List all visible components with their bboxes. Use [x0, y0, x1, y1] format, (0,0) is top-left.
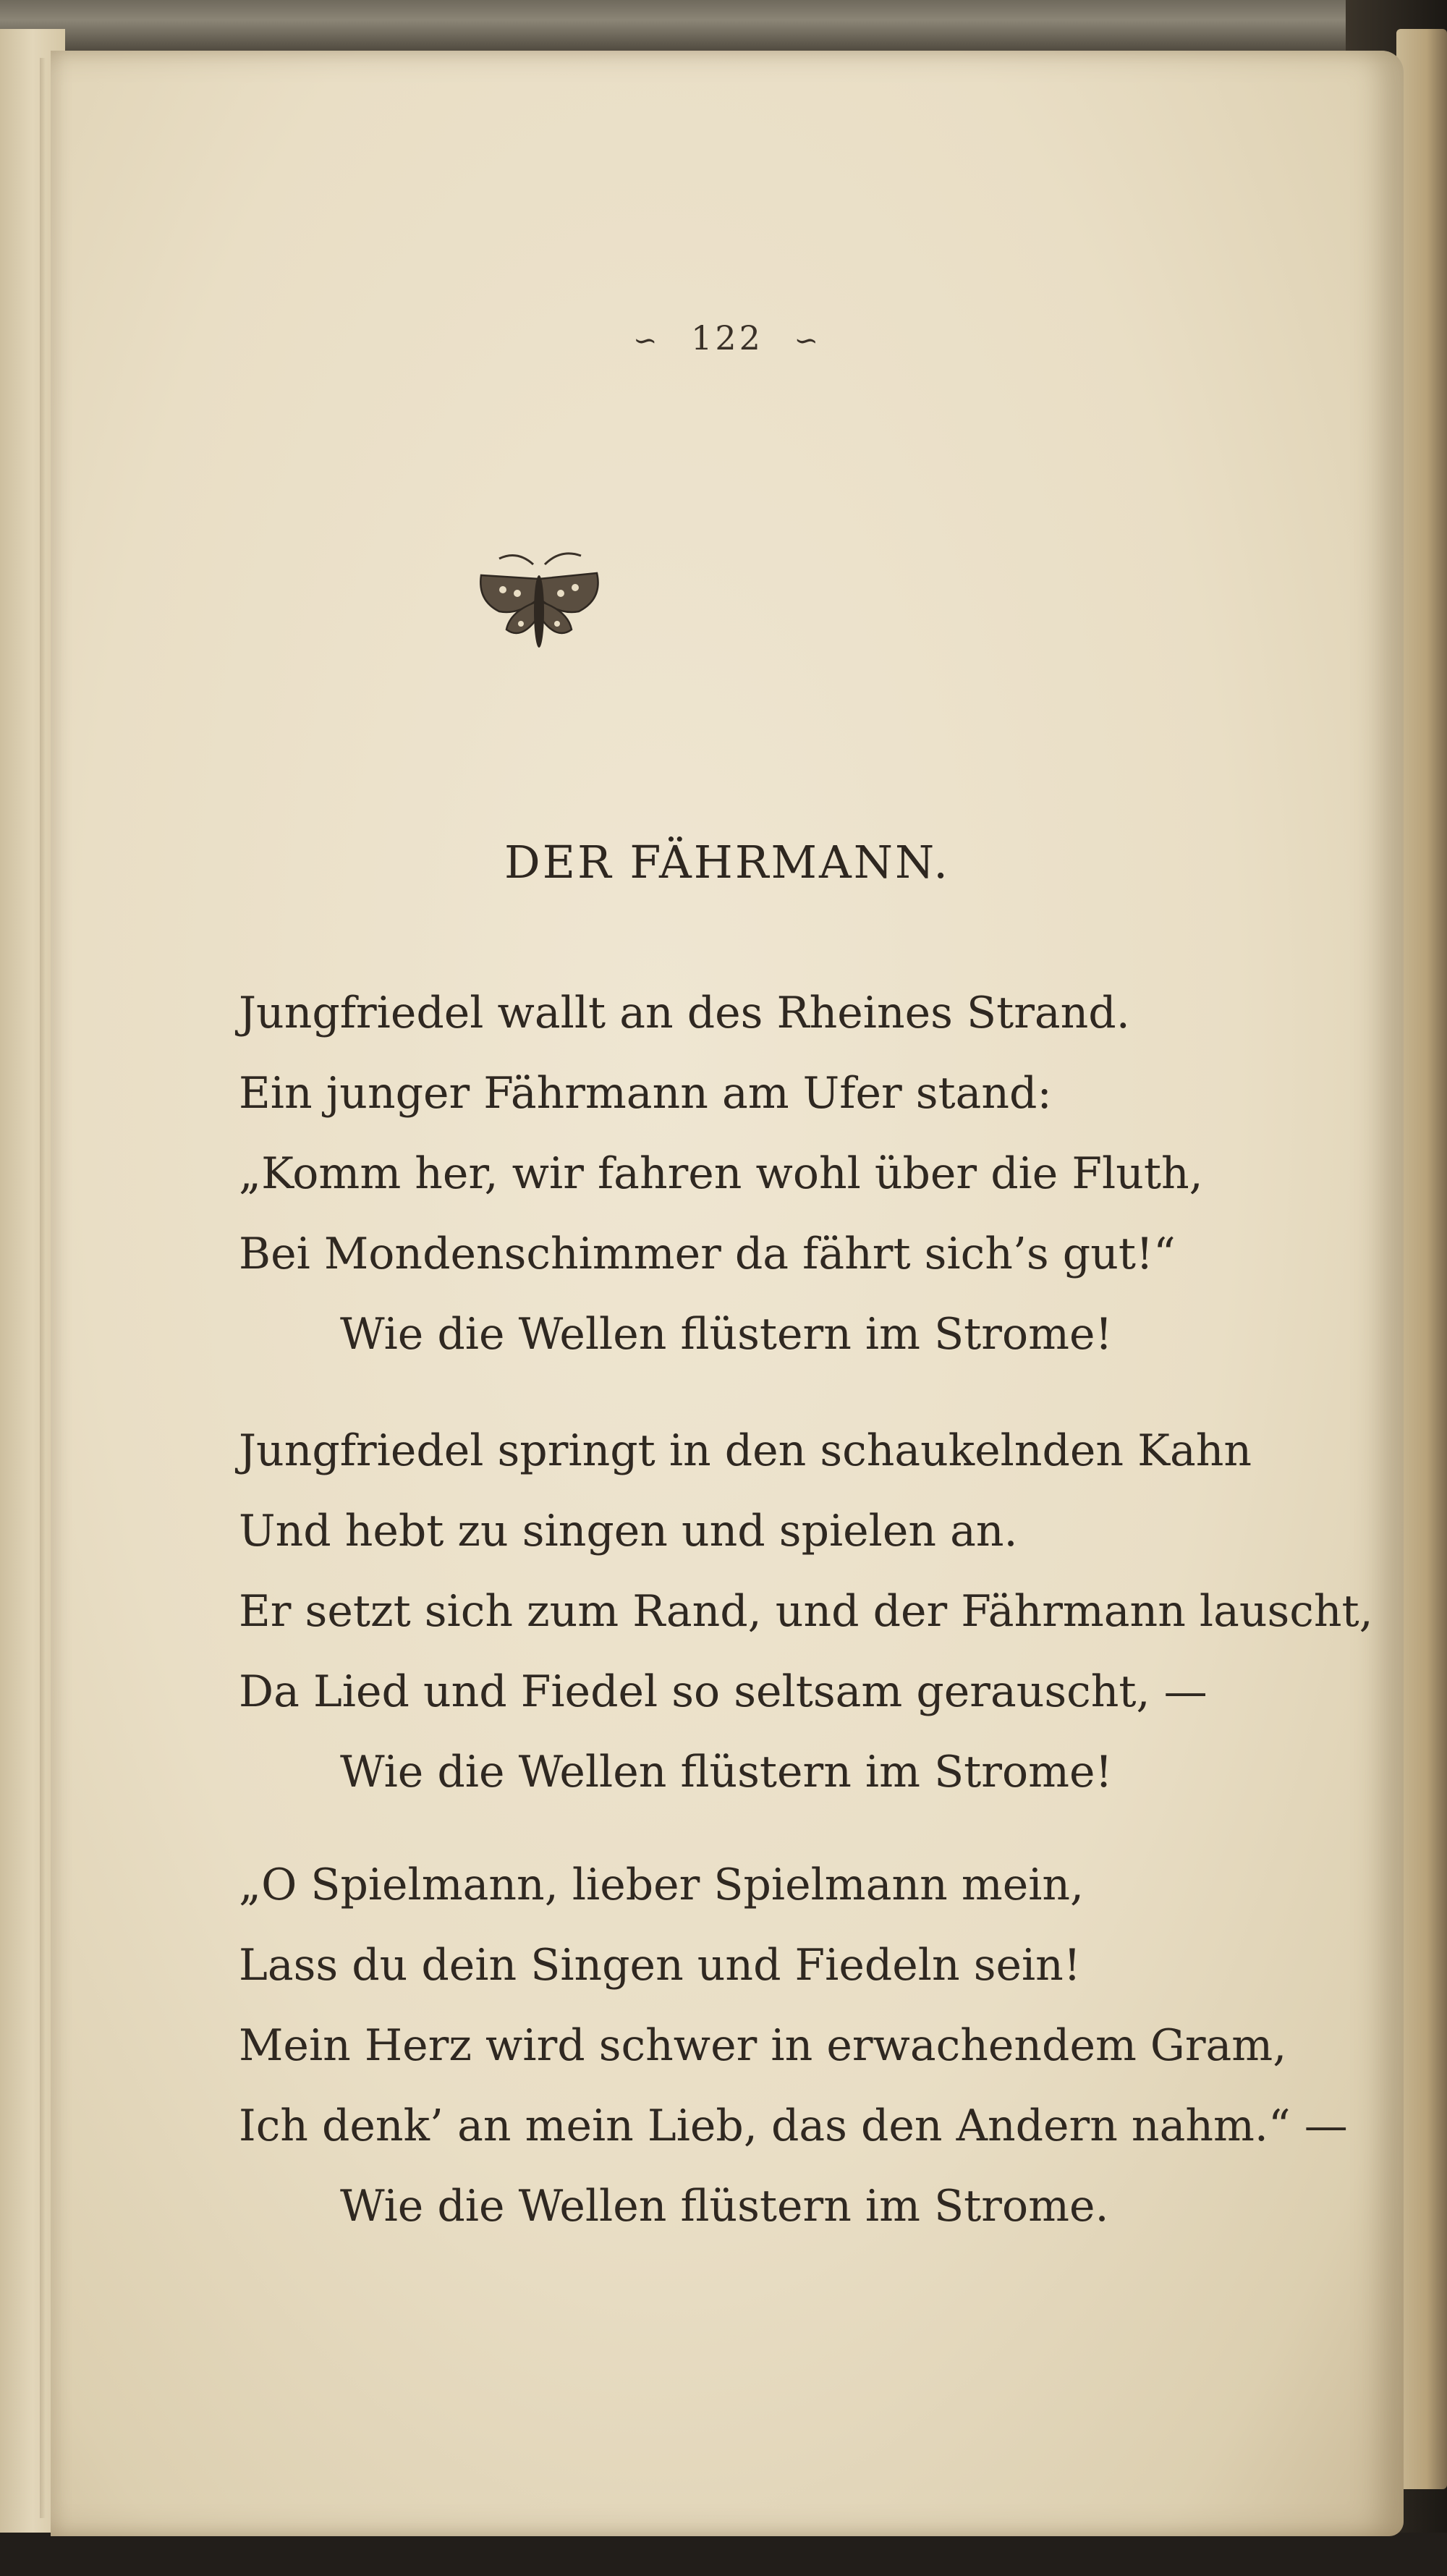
verse-line: Jungfriedel springt in den schaukelnden Kahn: [239, 1425, 1252, 1476]
refrain-line: Wie die Wellen flüstern im Strome!: [340, 1309, 1113, 1360]
verse-line: Mein Herz wird schwer in erwachendem Gram,: [239, 2020, 1287, 2071]
verse-line: Jungfriedel wallt an des Rheines Strand.: [239, 988, 1130, 1038]
stanza-3: [239, 1845, 1348, 2247]
verse-line: „O Spielmann, lieber Spielmann mein,: [239, 1860, 1085, 1910]
moth-icon: [467, 543, 611, 673]
verse-line: Ein junger Fährmann am Ufer stand:: [239, 1068, 1052, 1119]
stanza-2: [239, 1411, 1373, 1813]
poem-title: DER FÄHRMANN.: [504, 836, 950, 889]
page-header: [51, 318, 1404, 357]
book-page: [51, 51, 1404, 2536]
page-number: 122: [691, 318, 763, 357]
verse-line: Ich denk’ an mein Lieb, das den Andern nahm.“ —: [239, 2101, 1348, 2151]
page-stack-right: [1396, 29, 1447, 2489]
verse-line: Lass du dein Singen und Fiedeln sein!: [239, 1940, 1081, 1991]
refrain-line: Wie die Wellen flüstern im Strome!: [340, 1747, 1113, 1797]
verse-line: Er setzt sich zum Rand, und der Fährmann lauscht,: [239, 1586, 1373, 1637]
book-cover-edge: [0, 0, 1447, 51]
stanza-1: [239, 973, 1338, 1375]
refrain-line: Wie die Wellen flüstern im Strome.: [340, 2181, 1109, 2232]
verse-line: „Komm her, wir fahren wohl über die Fluth,: [239, 1148, 1203, 1199]
ornament-left-icon: ∽: [632, 324, 661, 357]
background-bottom: [0, 2533, 1447, 2576]
verse-line: Und hebt zu singen und spielen an.: [239, 1506, 1018, 1556]
verse-line: Bei Mondenschimmer da fährt sich’s gut!“: [239, 1229, 1176, 1279]
verse-line: Da Lied und Fiedel so seltsam gerauscht, —: [239, 1666, 1208, 1717]
ornament-right-icon: ∽: [794, 324, 822, 357]
